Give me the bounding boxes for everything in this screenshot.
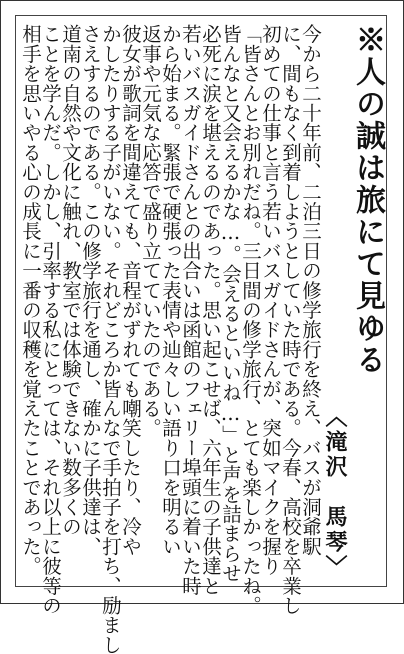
essay-line: 皆んなと又会えるかな…。会えるといいね…」と声を詰まらせ xyxy=(219,24,242,583)
essay-line: 今から二十年前、二泊三日の修学旅行を終え、バスが洞爺駅 xyxy=(299,24,322,556)
essay-line: に、間もなく到着しようとしていた時である。今春、高校を卒業し xyxy=(279,24,302,615)
essay-author: 〈滝沢 馬琴〉 xyxy=(322,405,348,580)
essay-line: さえするのである。この修学旅行を通し、確かに子供達は、 xyxy=(79,24,102,556)
essay-line: 彼女が歌詞を間違えても、音程がずれても嘲笑したり、冷や xyxy=(119,24,142,556)
essay-line: かしたりする子がいない。それどころか皆んなで手拍子を打ち、励まし xyxy=(99,24,122,654)
essay-line: 初めての仕事と言う若いバスガイドさんが、突如マイクを握り xyxy=(259,24,282,576)
essay-line: ことを学んだ。しかし、引率する私にとっては、それ以上に彼等の xyxy=(39,24,62,615)
essay-line: 返事や元気な応答で盛り立てていたのである。 xyxy=(139,24,162,438)
essay-line: 必死に涙を堪えるのであった。思い起こせば、六年生の子供達と xyxy=(199,24,222,596)
manuscript-frame xyxy=(15,15,387,654)
essay-line: 道南の自然や文化に触れ、教室では体験できない数多くの xyxy=(59,24,82,537)
vertical-text-area xyxy=(19,24,385,654)
essay-line: 若いバスガイドさんとの出合いは函館のフェリー埠頭に着いた時 xyxy=(179,24,202,596)
essay-title: ※人の誠は旅にて見ゆる xyxy=(350,24,385,376)
essay-line: 相手を思いやる心の成長に一番の収穫を覚えたことであった。 xyxy=(19,24,42,576)
essay-line: から始まる。緊張で硬張った表情や辿々しい語り口を明るい xyxy=(159,24,182,556)
essay-line: 「皆さんとお別れだね。三日間の修学旅行、とても楽しかったね。 xyxy=(239,24,262,615)
